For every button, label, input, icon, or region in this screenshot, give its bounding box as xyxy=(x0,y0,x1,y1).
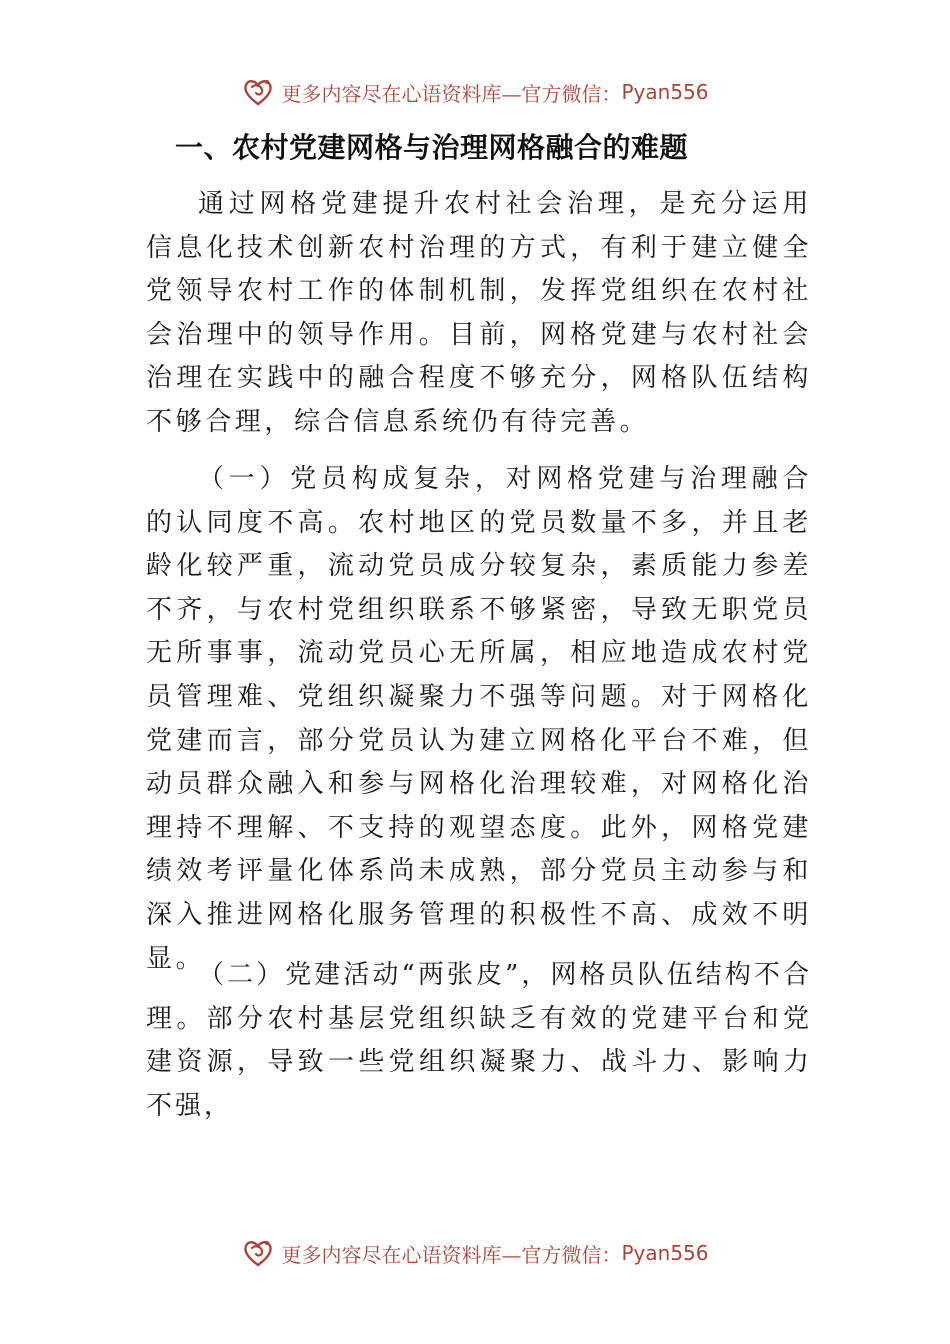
wechat-id: Pyan556 xyxy=(621,80,709,104)
header-watermark-banner xyxy=(0,72,950,112)
heart-swirl-logo-icon xyxy=(241,75,275,109)
paragraph-party-members: （一）党员构成复杂，对网格党建与治理融合的认同度不高。农村地区的党员数量不多，并且老龄化较严重，流动党员成分较复杂，素质能力参差不齐，与农村党组织联系不够紧密，导致无职党员无所事事，流动党员心无所属，相应地造成农村党员管理难、党组织凝聚力不强等问题。对于网格化党建而言，部分党员认为建立网格化平台不难，但动员群众融入和参与网格化治理较难，对网格化治理持不理解、不支持的观望态度。此外，网格党建绩效考评量化体系尚未成熟，部分党员主动参与和深入推进网格化服务管理的积极性不高、成效不明显。 xyxy=(146,464,812,974)
heart-swirl-logo-icon xyxy=(241,1236,275,1270)
section-heading: 一、农村党建网格与治理网格融合的难题 xyxy=(175,131,689,164)
footer-watermark-banner xyxy=(0,1233,950,1273)
paragraph-two-skins: （二）党建活动“两张皮”，网格员队伍结构不合理。部分农村基层党组织缺乏有效的党建平台和党建资源，导致一些党组织凝聚力、战斗力、影响力不强， xyxy=(146,960,812,1121)
paragraph-intro: 通过网格党建提升农村社会治理，是充分运用信息化技术创新农村治理的方式，有利于建立健全党领导农村工作的体制机制，发挥党组织在农村社会治理中的领导作用。目前，网格党建与农村社会治理在实践中的融合程度不够充分，网格队伍结构不够合理，综合信息系统仍有待完善。 xyxy=(146,189,812,437)
watermark-text: 更多内容尽在心语资料库—官方微信： xyxy=(281,81,622,106)
watermark-text: 更多内容尽在心语资料库—官方微信： xyxy=(281,1242,622,1267)
wechat-id: Pyan556 xyxy=(621,1241,709,1265)
